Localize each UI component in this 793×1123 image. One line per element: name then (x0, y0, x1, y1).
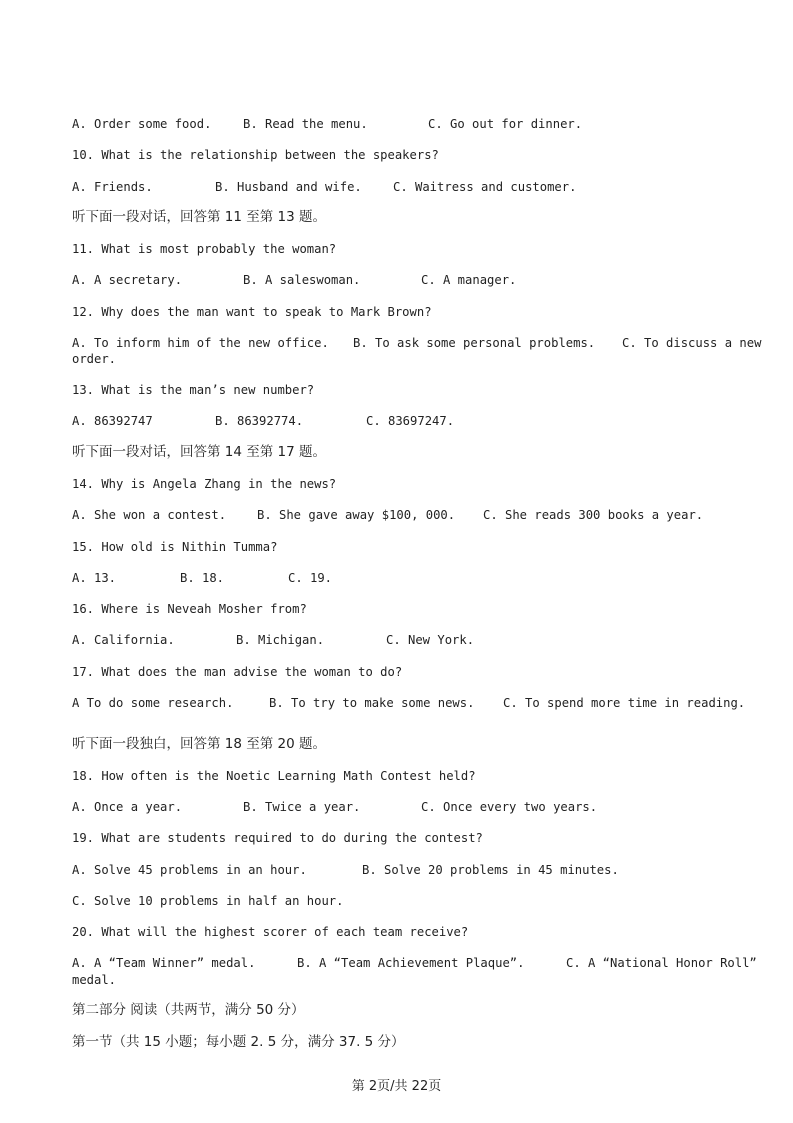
option-a: A. Once a year. (72, 800, 183, 814)
option-continuation: medal. (72, 973, 117, 987)
option-c: C. A manager. (421, 273, 517, 287)
option-b: B. She gave away $100, 000. (257, 508, 456, 522)
option-b: B. Read the menu. (243, 117, 368, 131)
option-a: A. She won a contest. (72, 508, 227, 522)
question-16: 16. Where is Neveah Mosher from? (72, 602, 307, 616)
option-c: C. A “National Honor Roll” (566, 956, 757, 970)
question-11: 11. What is most probably the woman? (72, 242, 337, 256)
page-footer: 第 2页/共 22页 (351, 1079, 442, 1094)
question-19: 19. What are students required to do during the contest? (72, 831, 483, 845)
option-c: C. Once every two years. (421, 800, 598, 814)
part-two-heading: 第二部分 阅读（共两节，满分 50 分） (72, 1002, 305, 1018)
option-b: B. 86392774. (215, 414, 304, 428)
question-20: 20. What will the highest scorer of each team receive? (72, 925, 469, 939)
question-14: 14. Why is Angela Zhang in the news? (72, 477, 337, 491)
question-12: 12. Why does the man want to speak to Mark Brown? (72, 305, 432, 319)
option-c: C. She reads 300 books a year. (483, 508, 704, 522)
section-heading-18-20: 听下面一段独白，回答第 18 至第 20 题。 (72, 736, 327, 752)
option-b: B. A “Team Achievement Plaque”. (297, 956, 525, 970)
option-b: B. To ask some personal problems. (353, 336, 596, 350)
option-a: A To do some research. (72, 696, 234, 710)
section-heading-11-13: 听下面一段对话，回答第 11 至第 13 题。 (72, 209, 327, 225)
option-a: A. A “Team Winner” medal. (72, 956, 256, 970)
question-17: 17. What does the man advise the woman to do? (72, 665, 403, 679)
option-a: A. Solve 45 problems in an hour. (72, 863, 307, 877)
question-15: 15. How old is Nithin Tumma? (72, 540, 278, 554)
question-18: 18. How often is the Noetic Learning Math Contest held? (72, 769, 476, 783)
option-b: B. Husband and wife. (215, 180, 362, 194)
option-a: A. 13. (72, 571, 117, 585)
option-a: A. Order some food. (72, 117, 212, 131)
section-heading-14-17: 听下面一段对话，回答第 14 至第 17 题。 (72, 444, 327, 460)
option-c: C. Go out for dinner. (428, 117, 583, 131)
option-b: B. To try to make some news. (269, 696, 475, 710)
option-c: C. 19. (288, 571, 333, 585)
option-a: A. 86392747 (72, 414, 153, 428)
option-continuation: order. (72, 352, 117, 366)
option-c-q19: C. Solve 10 problems in half an hour. (72, 894, 344, 908)
option-b: B. 18. (180, 571, 225, 585)
option-a: A. Friends. (72, 180, 153, 194)
option-c: C. To spend more time in reading. (503, 696, 746, 710)
section-one-heading: 第一节（共 15 小题；每小题 2. 5 分，满分 37. 5 分） (72, 1034, 405, 1050)
option-c: C. New York. (386, 633, 475, 647)
option-a: A. To inform him of the new office. (72, 336, 329, 350)
option-b: B. Twice a year. (243, 800, 361, 814)
question-13: 13. What is the man’s new number? (72, 383, 315, 397)
option-c: C. 83697247. (366, 414, 455, 428)
option-b: B. A saleswoman. (243, 273, 361, 287)
question-10: 10. What is the relationship between the speakers? (72, 148, 439, 162)
option-c: C. To discuss a new (622, 336, 762, 350)
option-a: A. California. (72, 633, 175, 647)
option-b: B. Solve 20 problems in 45 minutes. (362, 863, 619, 877)
option-a: A. A secretary. (72, 273, 183, 287)
option-b: B. Michigan. (236, 633, 325, 647)
option-c: C. Waitress and customer. (393, 180, 577, 194)
